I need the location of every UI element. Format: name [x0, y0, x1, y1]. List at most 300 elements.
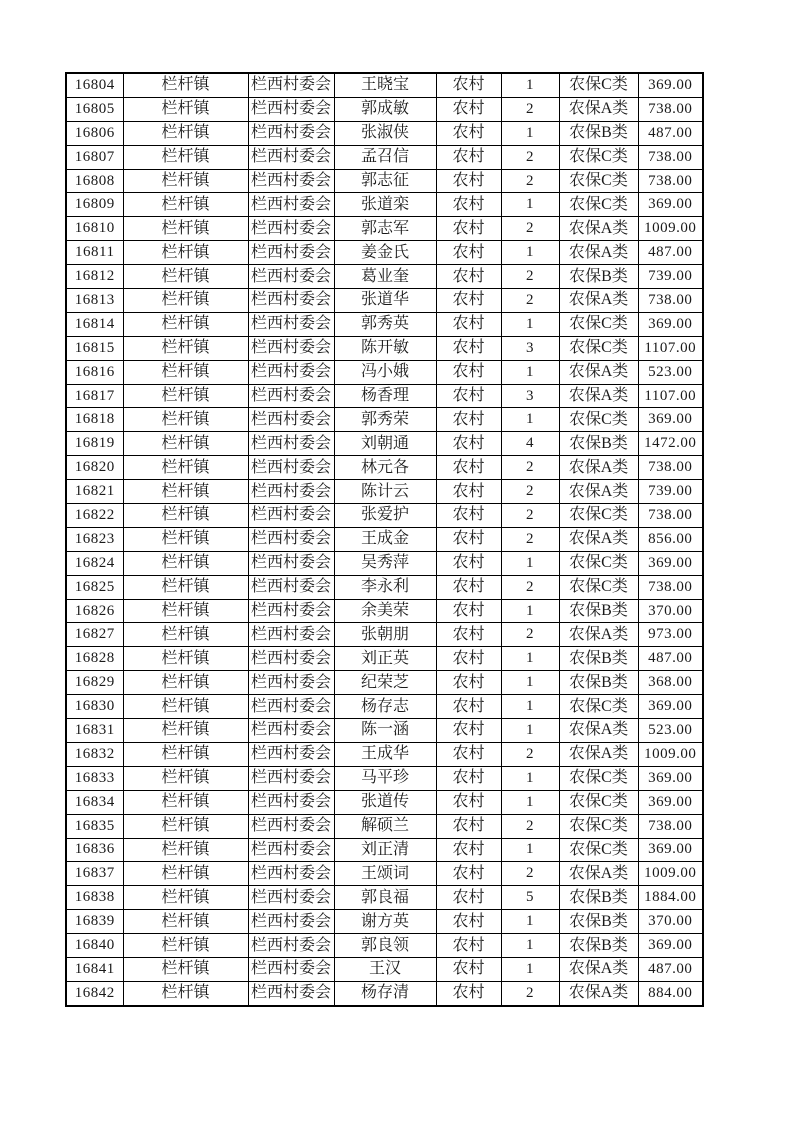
amount-cell: 369.00 — [638, 408, 703, 432]
record-id-cell: 16804 — [66, 73, 123, 97]
village-cell: 栏西村委会 — [248, 265, 334, 289]
record-id-cell: 16833 — [66, 766, 123, 790]
residence-type-cell: 农村 — [436, 456, 501, 480]
village-cell: 栏西村委会 — [248, 766, 334, 790]
insurance-category-cell: 农保C类 — [559, 766, 638, 790]
table-row — [66, 408, 703, 432]
person-count-cell: 2 — [501, 480, 559, 504]
person-name-cell: 谢方英 — [334, 910, 436, 934]
amount-cell: 370.00 — [638, 910, 703, 934]
amount-cell: 368.00 — [638, 671, 703, 695]
town-cell: 栏杆镇 — [123, 671, 248, 695]
amount-cell: 487.00 — [638, 647, 703, 671]
table-row — [66, 671, 703, 695]
residence-type-cell: 农村 — [436, 384, 501, 408]
residence-type-cell: 农村 — [436, 599, 501, 623]
record-id-cell: 16821 — [66, 480, 123, 504]
village-cell: 栏西村委会 — [248, 695, 334, 719]
person-count-cell: 1 — [501, 838, 559, 862]
record-id-cell: 16808 — [66, 169, 123, 193]
insurance-category-cell: 农保B类 — [559, 886, 638, 910]
village-cell: 栏西村委会 — [248, 957, 334, 981]
insurance-category-cell: 农保B类 — [559, 121, 638, 145]
table-row — [66, 432, 703, 456]
record-id-cell: 16812 — [66, 265, 123, 289]
record-id-cell: 16841 — [66, 957, 123, 981]
person-count-cell: 2 — [501, 981, 559, 1005]
insurance-category-cell: 农保C类 — [559, 838, 638, 862]
person-count-cell: 1 — [501, 551, 559, 575]
town-cell: 栏杆镇 — [123, 97, 248, 121]
village-cell: 栏西村委会 — [248, 814, 334, 838]
town-cell: 栏杆镇 — [123, 886, 248, 910]
record-id-cell: 16811 — [66, 241, 123, 265]
insurance-category-cell: 农保A类 — [559, 289, 638, 313]
record-id-cell: 16829 — [66, 671, 123, 695]
record-id-cell: 16822 — [66, 504, 123, 528]
residence-type-cell: 农村 — [436, 145, 501, 169]
insurance-category-cell: 农保A类 — [559, 456, 638, 480]
residence-type-cell: 农村 — [436, 671, 501, 695]
village-cell: 栏西村委会 — [248, 241, 334, 265]
insurance-category-cell: 农保C类 — [559, 169, 638, 193]
amount-cell: 369.00 — [638, 551, 703, 575]
person-count-cell: 1 — [501, 599, 559, 623]
record-id-cell: 16831 — [66, 719, 123, 743]
amount-cell: 369.00 — [638, 838, 703, 862]
insurance-category-cell: 农保A类 — [559, 719, 638, 743]
residence-type-cell: 农村 — [436, 360, 501, 384]
village-cell: 栏西村委会 — [248, 169, 334, 193]
table-row — [66, 480, 703, 504]
person-count-cell: 1 — [501, 360, 559, 384]
village-cell: 栏西村委会 — [248, 217, 334, 241]
village-cell: 栏西村委会 — [248, 480, 334, 504]
person-count-cell: 2 — [501, 217, 559, 241]
person-name-cell: 郭良领 — [334, 934, 436, 958]
town-cell: 栏杆镇 — [123, 575, 248, 599]
village-cell: 栏西村委会 — [248, 73, 334, 97]
town-cell: 栏杆镇 — [123, 790, 248, 814]
amount-cell: 1009.00 — [638, 217, 703, 241]
village-cell: 栏西村委会 — [248, 910, 334, 934]
person-count-cell: 3 — [501, 336, 559, 360]
village-cell: 栏西村委会 — [248, 456, 334, 480]
residence-type-cell: 农村 — [436, 193, 501, 217]
person-name-cell: 张淑侠 — [334, 121, 436, 145]
town-cell: 栏杆镇 — [123, 169, 248, 193]
town-cell: 栏杆镇 — [123, 504, 248, 528]
person-name-cell: 杨存志 — [334, 695, 436, 719]
person-name-cell: 张朝朋 — [334, 623, 436, 647]
village-cell: 栏西村委会 — [248, 312, 334, 336]
person-name-cell: 陈开敏 — [334, 336, 436, 360]
person-count-cell: 1 — [501, 73, 559, 97]
amount-cell: 523.00 — [638, 719, 703, 743]
amount-cell: 370.00 — [638, 599, 703, 623]
insurance-category-cell: 农保B类 — [559, 910, 638, 934]
town-cell: 栏杆镇 — [123, 814, 248, 838]
insurance-category-cell: 农保A类 — [559, 862, 638, 886]
person-name-cell: 马平珍 — [334, 766, 436, 790]
table-row — [66, 695, 703, 719]
town-cell: 栏杆镇 — [123, 336, 248, 360]
person-count-cell: 2 — [501, 742, 559, 766]
amount-cell: 369.00 — [638, 695, 703, 719]
person-count-cell: 1 — [501, 790, 559, 814]
person-name-cell: 姜金氏 — [334, 241, 436, 265]
amount-cell: 1009.00 — [638, 742, 703, 766]
table-row — [66, 169, 703, 193]
village-cell: 栏西村委会 — [248, 384, 334, 408]
record-id-cell: 16825 — [66, 575, 123, 599]
insurance-category-cell: 农保B类 — [559, 671, 638, 695]
residence-type-cell: 农村 — [436, 934, 501, 958]
insurance-category-cell: 农保A类 — [559, 360, 638, 384]
residence-type-cell: 农村 — [436, 575, 501, 599]
record-id-cell: 16842 — [66, 981, 123, 1005]
record-id-cell: 16827 — [66, 623, 123, 647]
amount-cell: 973.00 — [638, 623, 703, 647]
amount-cell: 738.00 — [638, 169, 703, 193]
table-row — [66, 957, 703, 981]
person-name-cell: 王成华 — [334, 742, 436, 766]
insurance-category-cell: 农保C类 — [559, 408, 638, 432]
table-row — [66, 981, 703, 1005]
record-id-cell: 16839 — [66, 910, 123, 934]
residence-type-cell: 农村 — [436, 551, 501, 575]
residence-type-cell: 农村 — [436, 862, 501, 886]
table-row — [66, 623, 703, 647]
amount-cell: 1009.00 — [638, 862, 703, 886]
town-cell: 栏杆镇 — [123, 480, 248, 504]
residence-type-cell: 农村 — [436, 766, 501, 790]
table-row — [66, 527, 703, 551]
town-cell: 栏杆镇 — [123, 265, 248, 289]
town-cell: 栏杆镇 — [123, 527, 248, 551]
table-row — [66, 551, 703, 575]
insurance-category-cell: 农保B类 — [559, 599, 638, 623]
residence-type-cell: 农村 — [436, 623, 501, 647]
table-row — [66, 862, 703, 886]
village-cell: 栏西村委会 — [248, 623, 334, 647]
person-name-cell: 葛业奎 — [334, 265, 436, 289]
person-name-cell: 刘正英 — [334, 647, 436, 671]
residence-type-cell: 农村 — [436, 217, 501, 241]
record-id-cell: 16810 — [66, 217, 123, 241]
record-id-cell: 16814 — [66, 312, 123, 336]
table-row — [66, 265, 703, 289]
person-name-cell: 余美荣 — [334, 599, 436, 623]
person-name-cell: 陈计云 — [334, 480, 436, 504]
record-id-cell: 16836 — [66, 838, 123, 862]
person-name-cell: 张道传 — [334, 790, 436, 814]
person-name-cell: 解硕兰 — [334, 814, 436, 838]
person-name-cell: 林元各 — [334, 456, 436, 480]
residence-type-cell: 农村 — [436, 241, 501, 265]
insurance-category-cell: 农保A类 — [559, 217, 638, 241]
residence-type-cell: 农村 — [436, 504, 501, 528]
town-cell: 栏杆镇 — [123, 623, 248, 647]
residence-type-cell: 农村 — [436, 719, 501, 743]
table-row — [66, 145, 703, 169]
town-cell: 栏杆镇 — [123, 408, 248, 432]
village-cell: 栏西村委会 — [248, 742, 334, 766]
record-id-cell: 16828 — [66, 647, 123, 671]
person-count-cell: 2 — [501, 862, 559, 886]
amount-cell: 738.00 — [638, 97, 703, 121]
record-id-cell: 16819 — [66, 432, 123, 456]
person-name-cell: 孟召信 — [334, 145, 436, 169]
table-row — [66, 719, 703, 743]
person-name-cell: 王晓宝 — [334, 73, 436, 97]
record-id-cell: 16840 — [66, 934, 123, 958]
amount-cell: 738.00 — [638, 456, 703, 480]
town-cell: 栏杆镇 — [123, 145, 248, 169]
residence-type-cell: 农村 — [436, 408, 501, 432]
person-name-cell: 王成金 — [334, 527, 436, 551]
person-name-cell: 郭良福 — [334, 886, 436, 910]
person-name-cell: 陈一涵 — [334, 719, 436, 743]
village-cell: 栏西村委会 — [248, 719, 334, 743]
record-id-cell: 16818 — [66, 408, 123, 432]
person-count-cell: 2 — [501, 527, 559, 551]
insurance-category-cell: 农保A类 — [559, 981, 638, 1005]
town-cell: 栏杆镇 — [123, 742, 248, 766]
table-row — [66, 599, 703, 623]
table-row — [66, 312, 703, 336]
amount-cell: 1472.00 — [638, 432, 703, 456]
record-id-cell: 16830 — [66, 695, 123, 719]
person-count-cell: 2 — [501, 265, 559, 289]
town-cell: 栏杆镇 — [123, 241, 248, 265]
person-name-cell: 刘朝通 — [334, 432, 436, 456]
residence-type-cell: 农村 — [436, 480, 501, 504]
amount-cell: 884.00 — [638, 981, 703, 1005]
village-cell: 栏西村委会 — [248, 599, 334, 623]
residence-type-cell: 农村 — [436, 265, 501, 289]
table-row — [66, 814, 703, 838]
amount-cell: 369.00 — [638, 73, 703, 97]
village-cell: 栏西村委会 — [248, 145, 334, 169]
amount-cell: 738.00 — [638, 504, 703, 528]
amount-cell: 739.00 — [638, 480, 703, 504]
table-row — [66, 504, 703, 528]
amount-cell: 523.00 — [638, 360, 703, 384]
person-count-cell: 1 — [501, 193, 559, 217]
person-count-cell: 1 — [501, 241, 559, 265]
insurance-category-cell: 农保C类 — [559, 193, 638, 217]
village-cell: 栏西村委会 — [248, 408, 334, 432]
town-cell: 栏杆镇 — [123, 647, 248, 671]
person-count-cell: 1 — [501, 647, 559, 671]
person-name-cell: 张爱护 — [334, 504, 436, 528]
person-count-cell: 2 — [501, 145, 559, 169]
person-count-cell: 1 — [501, 934, 559, 958]
record-id-cell: 16806 — [66, 121, 123, 145]
town-cell: 栏杆镇 — [123, 312, 248, 336]
amount-cell: 369.00 — [638, 766, 703, 790]
town-cell: 栏杆镇 — [123, 599, 248, 623]
person-count-cell: 2 — [501, 169, 559, 193]
person-name-cell: 杨存清 — [334, 981, 436, 1005]
record-id-cell: 16815 — [66, 336, 123, 360]
table-row — [66, 73, 703, 97]
record-id-cell: 16832 — [66, 742, 123, 766]
insurance-category-cell: 农保B类 — [559, 432, 638, 456]
insurance-category-cell: 农保B类 — [559, 265, 638, 289]
village-cell: 栏西村委会 — [248, 862, 334, 886]
record-id-cell: 16813 — [66, 289, 123, 313]
insurance-category-cell: 农保B类 — [559, 934, 638, 958]
town-cell: 栏杆镇 — [123, 957, 248, 981]
amount-cell: 487.00 — [638, 957, 703, 981]
amount-cell: 738.00 — [638, 289, 703, 313]
table-row — [66, 838, 703, 862]
person-name-cell: 张道栾 — [334, 193, 436, 217]
person-name-cell: 王颂词 — [334, 862, 436, 886]
person-name-cell: 冯小娥 — [334, 360, 436, 384]
insurance-category-cell: 农保C类 — [559, 504, 638, 528]
table-row — [66, 121, 703, 145]
village-cell: 栏西村委会 — [248, 934, 334, 958]
village-cell: 栏西村委会 — [248, 121, 334, 145]
table-row — [66, 360, 703, 384]
village-cell: 栏西村委会 — [248, 289, 334, 313]
table-row — [66, 97, 703, 121]
village-cell: 栏西村委会 — [248, 790, 334, 814]
table-row — [66, 384, 703, 408]
amount-cell: 1884.00 — [638, 886, 703, 910]
record-id-cell: 16807 — [66, 145, 123, 169]
town-cell: 栏杆镇 — [123, 432, 248, 456]
record-id-cell: 16834 — [66, 790, 123, 814]
village-cell: 栏西村委会 — [248, 193, 334, 217]
table-row — [66, 934, 703, 958]
person-count-cell: 2 — [501, 289, 559, 313]
benefits-table — [65, 72, 704, 1007]
person-count-cell: 1 — [501, 121, 559, 145]
person-name-cell: 郭志军 — [334, 217, 436, 241]
table-row — [66, 742, 703, 766]
record-id-cell: 16826 — [66, 599, 123, 623]
village-cell: 栏西村委会 — [248, 432, 334, 456]
person-count-cell: 1 — [501, 957, 559, 981]
person-count-cell: 2 — [501, 456, 559, 480]
residence-type-cell: 农村 — [436, 647, 501, 671]
table-row — [66, 647, 703, 671]
record-id-cell: 16817 — [66, 384, 123, 408]
amount-cell: 738.00 — [638, 145, 703, 169]
village-cell: 栏西村委会 — [248, 504, 334, 528]
person-name-cell: 郭秀荣 — [334, 408, 436, 432]
person-name-cell: 杨香理 — [334, 384, 436, 408]
person-count-cell: 3 — [501, 384, 559, 408]
insurance-category-cell: 农保C类 — [559, 695, 638, 719]
person-name-cell: 王汉 — [334, 957, 436, 981]
insurance-category-cell: 农保C类 — [559, 312, 638, 336]
record-id-cell: 16823 — [66, 527, 123, 551]
person-name-cell: 刘正清 — [334, 838, 436, 862]
town-cell: 栏杆镇 — [123, 217, 248, 241]
insurance-category-cell: 农保C类 — [559, 73, 638, 97]
table-row — [66, 289, 703, 313]
insurance-category-cell: 农保C类 — [559, 145, 638, 169]
table-row — [66, 456, 703, 480]
insurance-category-cell: 农保A类 — [559, 384, 638, 408]
person-count-cell: 2 — [501, 814, 559, 838]
town-cell: 栏杆镇 — [123, 289, 248, 313]
village-cell: 栏西村委会 — [248, 981, 334, 1005]
insurance-category-cell: 农保A类 — [559, 97, 638, 121]
table-row — [66, 193, 703, 217]
residence-type-cell: 农村 — [436, 289, 501, 313]
person-count-cell: 5 — [501, 886, 559, 910]
insurance-category-cell: 农保C类 — [559, 575, 638, 599]
record-id-cell: 16820 — [66, 456, 123, 480]
residence-type-cell: 农村 — [436, 336, 501, 360]
amount-cell: 369.00 — [638, 790, 703, 814]
table-row — [66, 910, 703, 934]
person-count-cell: 1 — [501, 671, 559, 695]
person-name-cell: 李永利 — [334, 575, 436, 599]
record-id-cell: 16816 — [66, 360, 123, 384]
insurance-category-cell: 农保A类 — [559, 480, 638, 504]
town-cell: 栏杆镇 — [123, 838, 248, 862]
village-cell: 栏西村委会 — [248, 886, 334, 910]
town-cell: 栏杆镇 — [123, 121, 248, 145]
person-name-cell: 郭秀英 — [334, 312, 436, 336]
insurance-category-cell: 农保A类 — [559, 241, 638, 265]
insurance-category-cell: 农保C类 — [559, 814, 638, 838]
residence-type-cell: 农村 — [436, 957, 501, 981]
town-cell: 栏杆镇 — [123, 193, 248, 217]
amount-cell: 369.00 — [638, 193, 703, 217]
village-cell: 栏西村委会 — [248, 527, 334, 551]
town-cell: 栏杆镇 — [123, 981, 248, 1005]
town-cell: 栏杆镇 — [123, 384, 248, 408]
residence-type-cell: 农村 — [436, 910, 501, 934]
town-cell: 栏杆镇 — [123, 934, 248, 958]
village-cell: 栏西村委会 — [248, 336, 334, 360]
amount-cell: 738.00 — [638, 814, 703, 838]
amount-cell: 369.00 — [638, 312, 703, 336]
residence-type-cell: 农村 — [436, 886, 501, 910]
residence-type-cell: 农村 — [436, 121, 501, 145]
table-row — [66, 241, 703, 265]
person-count-cell: 4 — [501, 432, 559, 456]
person-count-cell: 2 — [501, 504, 559, 528]
town-cell: 栏杆镇 — [123, 456, 248, 480]
town-cell: 栏杆镇 — [123, 862, 248, 886]
table-body — [66, 73, 703, 1006]
village-cell: 栏西村委会 — [248, 551, 334, 575]
residence-type-cell: 农村 — [436, 97, 501, 121]
village-cell: 栏西村委会 — [248, 97, 334, 121]
person-name-cell: 郭志征 — [334, 169, 436, 193]
table-row — [66, 766, 703, 790]
residence-type-cell: 农村 — [436, 73, 501, 97]
amount-cell: 369.00 — [638, 934, 703, 958]
insurance-category-cell: 农保C类 — [559, 551, 638, 575]
table-row — [66, 790, 703, 814]
village-cell: 栏西村委会 — [248, 647, 334, 671]
record-id-cell: 16805 — [66, 97, 123, 121]
residence-type-cell: 农村 — [436, 742, 501, 766]
amount-cell: 738.00 — [638, 575, 703, 599]
amount-cell: 1107.00 — [638, 336, 703, 360]
insurance-category-cell: 农保A类 — [559, 957, 638, 981]
